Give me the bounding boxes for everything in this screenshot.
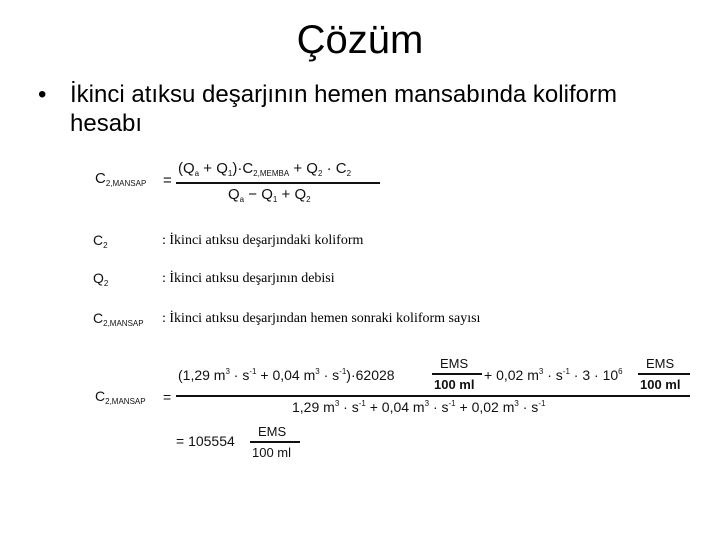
formula-fraction-bar [176,182,380,184]
calc-result-bar [250,441,300,443]
definition-symbol: $C_{2,MANSAP}$ [93,310,144,328]
bullet-dot-icon: • [38,81,47,108]
definition-symbol: $Q_2$ [93,270,109,288]
slide-title: Çözüm [296,18,424,62]
calc-ems2-denominator: 100 ml [640,377,681,392]
definition-symbol: $C_2$ [93,232,108,250]
definition-text: : İkinci atıksu deşarjındaki koliform [162,233,364,248]
formula-equals: = [163,172,172,189]
calc-ems-denominator: 100 ml [434,377,475,392]
calc-ems-bar [432,373,482,375]
calc-ems2-numerator: EMS [646,356,675,371]
calc-numerator-left: (1,29 $m^3 \cdot s^{-1} + 0,04$ $m^3 \cdot s^{-1})\cdot 62028$ [178,367,395,383]
calc-ems-numerator: EMS [440,356,469,371]
definition-text: : İkinci atıksu deşarjının debisi [162,271,335,286]
formula-lhs: $C_{2,MANSAP}$ [95,170,147,188]
calc-equals: = [163,389,172,405]
calc-numerator-right: + 0,02 $m^3 \cdot s^{-1} \cdot 3 \cdot 10^6$ [484,367,623,383]
calc-result-value: = 105554 [176,433,235,449]
bullet-text: İkinci atıksu deşarjının hemen mansabında koliform hesabı [70,81,617,137]
formula-numerator: $(Q_a + Q_1)\cdot C_{2,MEMBA} + Q_2 \cdot C_2$ [178,160,352,178]
calc-ems2-bar [638,373,690,375]
calc-denominator: 1,29 $m^3 \cdot s^{-1} + 0,04$ $m^3 \cdot s^{-1} + 0,02$ $m^3 \cdot s^{-1}$ [292,399,546,415]
calc-result-numerator: EMS [258,424,287,439]
calc-result-denominator: 100 ml [252,445,292,460]
calc-main-fraction-bar [176,395,690,397]
definition-text: : İkinci atıksu deşarjından hemen sonraki koliform sayısı [162,311,481,326]
formula-denominator: $Q_a - Q_1 + Q_2$ [228,186,311,204]
calc-lhs: $C_{2,MANSAP}$ [95,388,146,406]
